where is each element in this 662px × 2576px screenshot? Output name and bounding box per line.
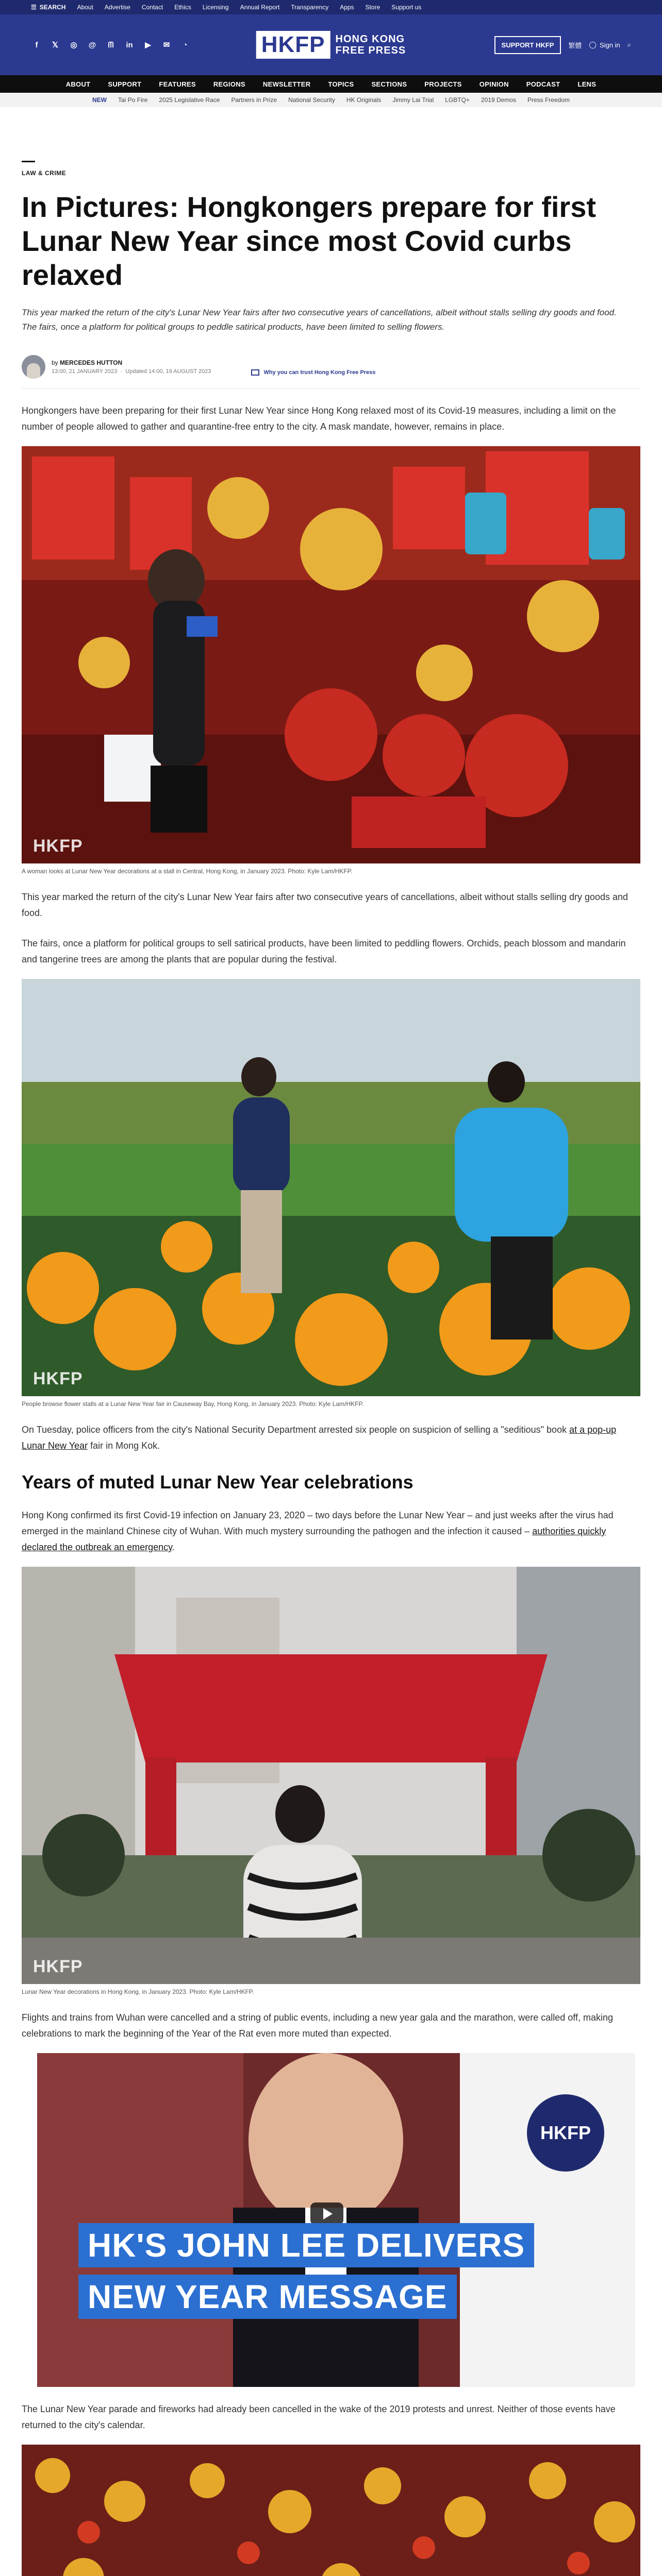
email-icon[interactable]: ✉ xyxy=(163,41,170,49)
trending-bar xyxy=(0,93,662,107)
photo-fair-image xyxy=(22,2445,640,2576)
nav-support[interactable]: SUPPORT xyxy=(108,80,142,88)
author-line xyxy=(52,359,211,366)
support-hkfp-button[interactable]: SUPPORT HKFP xyxy=(494,36,561,54)
topbar-link-store[interactable]: Store xyxy=(365,4,380,11)
paragraph-text: On Tuesday, police officers from the city's National Security Department arrested six people on suspicion of selling a "seditious" book xyxy=(22,1425,570,1435)
nav-opinion[interactable]: OPINION xyxy=(479,80,509,88)
trust-link-label: Why you can trust Hong Kong Free Press xyxy=(263,369,376,376)
updated-date: Updated 14:00, 19 AUGUST 2023 xyxy=(125,368,211,375)
paragraph xyxy=(22,1507,635,1555)
sign-in-label: Sign in xyxy=(599,41,620,49)
author-avatar[interactable] xyxy=(22,355,45,379)
article-dates: 13:00, 21 JANUARY 2023 · Updated 14:00, 19 AUGUST 2023 xyxy=(52,368,211,375)
logo-line-1: HONG KONG xyxy=(335,33,405,45)
nav-topics[interactable]: TOPICS xyxy=(328,80,354,88)
topbar-link-support[interactable]: Support us xyxy=(391,4,422,11)
menu-icon: ☰ xyxy=(31,4,37,11)
trending-item[interactable]: 2019 Demos xyxy=(481,96,516,104)
paragraph-text: . xyxy=(172,1542,175,1552)
instagram-icon[interactable]: ◎ xyxy=(70,41,77,49)
paragraph: This year marked the return of the city's Lunar New Year fairs after two consecutive years of cancellations, albeit without stalls selling dry goods and food. xyxy=(22,892,628,918)
trending-item[interactable]: Jimmy Lai Trial xyxy=(392,96,434,104)
logo-mark: HKFP xyxy=(256,31,330,59)
trust-icon xyxy=(251,369,259,376)
trending-item[interactable]: Tai Po Fire xyxy=(118,96,148,104)
twitter-icon[interactable]: 𝕏 xyxy=(52,41,59,49)
play-button[interactable] xyxy=(310,2202,343,2225)
nav-about[interactable]: ABOUT xyxy=(65,80,91,88)
pop-up-fair-link[interactable]: at a pop-up Lunar New Year xyxy=(22,1425,617,1451)
search-label: SEARCH xyxy=(39,4,66,11)
watermark: HKFP xyxy=(33,1957,83,1976)
trending-item[interactable]: 2025 Legislative Race xyxy=(159,96,220,104)
topbar-link-about[interactable]: About xyxy=(77,4,93,11)
photo-fair-browsing xyxy=(22,2445,640,2576)
published-date: 13:00, 21 JANUARY 2023 xyxy=(52,368,118,375)
author-prefix: by xyxy=(52,359,58,366)
video-badge: HKFP xyxy=(527,2094,604,2172)
sign-in-link[interactable] xyxy=(589,41,620,49)
search-menu[interactable] xyxy=(31,4,65,11)
user-icon: ◯ xyxy=(589,41,597,48)
paragraph xyxy=(22,1422,635,1454)
main-nav xyxy=(0,75,662,93)
mastodon-icon[interactable]: ᗰ xyxy=(108,40,114,49)
header-actions xyxy=(494,36,631,54)
site-logo[interactable] xyxy=(256,31,406,59)
logo-line-2: FREE PRESS xyxy=(335,45,406,56)
video-embed[interactable] xyxy=(37,2053,635,2387)
threads-icon[interactable]: @ xyxy=(88,40,96,49)
photo-flower-image xyxy=(22,979,640,1396)
caption: A woman looks at Lunar New Year decorations at a stall in Central, Hong Kong, in January 2023. Photo: Kyle Lam/HKFP. xyxy=(22,868,353,875)
watermark: HKFP xyxy=(33,836,83,856)
topbar-link-ethics[interactable]: Ethics xyxy=(174,4,191,11)
video-title-line-1: HK'S JOHN LEE DELIVERS xyxy=(78,2223,534,2267)
byline xyxy=(22,355,640,379)
article-title: In Pictures: Hongkongers prepare for first Lunar New Year since most Covid curbs relaxed xyxy=(22,191,596,291)
author-block xyxy=(52,359,211,375)
trending-item[interactable]: Partners in Prize xyxy=(231,96,277,104)
photo-stall-image xyxy=(22,446,640,863)
topbar-link-apps[interactable]: Apps xyxy=(340,4,354,11)
topbar-link-contact[interactable]: Contact xyxy=(141,4,163,11)
rss-icon[interactable]: ◔ xyxy=(183,40,188,49)
trending-item[interactable]: HK Originals xyxy=(346,96,382,104)
nav-regions[interactable]: REGIONS xyxy=(213,80,245,88)
nav-podcast[interactable]: PODCAST xyxy=(526,80,560,88)
social-links xyxy=(31,39,191,50)
trending-item[interactable]: LGBTQ+ xyxy=(445,96,470,104)
logo-text xyxy=(336,33,406,56)
author-name[interactable]: MERCEDES HUTTON xyxy=(60,359,123,366)
photo-decorations-structure xyxy=(22,1567,640,1984)
topbar-link-annual-report[interactable]: Annual Report xyxy=(240,4,280,11)
trending-item[interactable]: Press Freedom xyxy=(527,96,570,104)
video-title xyxy=(78,2223,534,2326)
facebook-icon[interactable]: f xyxy=(35,40,38,49)
nav-projects[interactable]: PROJECTS xyxy=(424,80,462,88)
nav-features[interactable]: FEATURES xyxy=(159,80,196,88)
language-switch[interactable]: 繁體 xyxy=(568,41,582,49)
caption: People browse flower stalls at a Lunar New Year fair in Causeway Bay, Hong Kong, in January 2023. Photo: Kyle Lam/HKFP. xyxy=(22,1400,364,1408)
topbar-link-advertise[interactable]: Advertise xyxy=(104,4,130,11)
article xyxy=(22,107,640,2576)
site-header xyxy=(0,14,662,75)
photo-structure-image xyxy=(22,1567,640,1984)
category-rule xyxy=(22,161,35,162)
video-title-line-2: NEW YEAR MESSAGE xyxy=(78,2275,457,2319)
article-category[interactable]: LAW & CRIME xyxy=(22,170,67,177)
section-heading: Years of muted Lunar New Year celebrations xyxy=(22,1471,413,1493)
topbar-link-licensing[interactable]: Licensing xyxy=(202,4,229,11)
paragraph-text: Hong Kong confirmed its first Covid-19 infection on January 23, 2020 – two days before the Lunar New Year – and just weeks after the virus had emerged in the mainland Chinese city of Wuhan. With much mystery surrounding the pathogen and the infection it caused – xyxy=(22,1510,614,1536)
utility-bar xyxy=(0,0,662,14)
emergency-link[interactable]: authorities quickly declared the outbreak an emergency xyxy=(22,1526,606,1552)
paragraph: The fairs, once a platform for political groups to sell satirical products, have been limited to peddling flowers. Orchids, peach blossom and mandarin and tangerine trees are among the plants that are popular during the festival. xyxy=(22,938,626,964)
caption: Lunar New Year decorations in Hong Kong, in January 2023. Photo: Kyle Lam/HKFP. xyxy=(22,1988,254,1995)
nav-sections[interactable]: SECTIONS xyxy=(371,80,407,88)
trust-link[interactable] xyxy=(251,369,375,376)
trending-new-label: NEW xyxy=(92,96,107,104)
search-icon[interactable]: ⌕ xyxy=(627,41,631,48)
nav-newsletter[interactable]: NEWSLETTER xyxy=(262,80,311,88)
article-subtitle: This year marked the return of the city's Lunar New Year fairs after two consecutive years of cancellations, albeit without stalls selling dry goods and food. The fairs, once a platform for political groups to peddle satirical products, have been limited to selling flowers. xyxy=(22,308,617,332)
play-icon xyxy=(323,2208,333,2219)
photo-flower-stalls xyxy=(22,979,640,1396)
watermark: HKFP xyxy=(33,1369,83,1388)
photo-stall-decorations xyxy=(22,446,640,863)
linkedin-icon[interactable]: in xyxy=(126,40,133,49)
trending-item[interactable]: National Security xyxy=(288,96,335,104)
paragraph-text: fair in Mong Kok. xyxy=(88,1440,160,1451)
youtube-icon[interactable]: ▶ xyxy=(145,41,151,49)
paragraph: The Lunar New Year parade and fireworks had already been cancelled in the wake of the 2019 protests and unrest. Neither of those events have returned to the city's calendar. xyxy=(22,2404,616,2430)
paragraph: Flights and trains from Wuhan were cancelled and a string of public events, including a new year gala and the marathon, were called off, making celebrations to mark the beginning of the Year of the Rat even more muted than expected. xyxy=(22,2012,613,2039)
paragraph: Hongkongers have been preparing for their first Lunar New Year since Hong Kong relaxed most of its Covid-19 measures, including a limit on the number of people allowed to gather and quarantine-free entry to the city. A mask mandate, however, remains in place. xyxy=(22,405,616,432)
topbar-link-transparency[interactable]: Transparency xyxy=(291,4,329,11)
nav-lens[interactable]: LENS xyxy=(577,80,597,88)
